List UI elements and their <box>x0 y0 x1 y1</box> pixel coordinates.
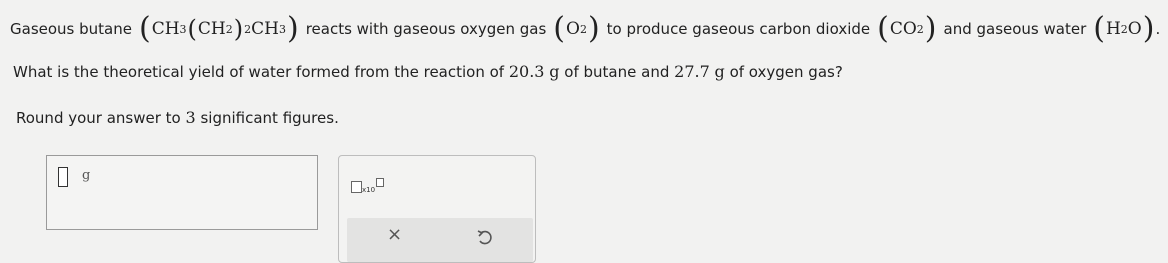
formula-butane: ( CH 3 ( CH 2 ) 2 CH 3 ) <box>138 11 299 46</box>
butane-mass-unit: g <box>549 62 560 81</box>
text-gaseous-butane: Gaseous butane <box>10 20 132 38</box>
text-reacts-with: reacts with gaseous oxygen gas <box>305 20 547 38</box>
x10-label: x10 <box>362 186 376 194</box>
oxygen-mass-unit: g <box>714 62 725 81</box>
text-and-water: and gaseous water <box>943 20 1087 38</box>
butane-mass: 20.3 <box>508 62 545 81</box>
undo-icon[interactable] <box>475 228 495 248</box>
exponent-box-icon <box>376 178 384 187</box>
formula-oxygen: ( O 2 ) <box>553 11 600 46</box>
question-line-1 <box>10 11 1161 46</box>
text-to-produce: to produce gaseous carbon dioxide <box>606 20 871 38</box>
period: . <box>1155 20 1161 38</box>
formula-co2: ( CO 2 ) <box>877 11 937 46</box>
mantissa-box-icon <box>351 181 362 193</box>
clear-icon[interactable]: × <box>387 224 403 245</box>
sig-figs: 3 <box>185 108 196 127</box>
scientific-notation-button[interactable] <box>351 178 384 194</box>
math-tool-panel <box>338 155 536 263</box>
answer-unit: g <box>82 168 91 183</box>
answer-input[interactable] <box>58 167 68 187</box>
question-line-2: What is the theoretical yield of water formed from the reaction of 20.3 g of butane and 27.7 g of oxygen gas? <box>13 62 843 81</box>
rounding-instruction: Round your answer to 3 significant figures. <box>16 108 339 127</box>
oxygen-mass: 27.7 <box>674 62 710 81</box>
action-bar <box>347 218 533 262</box>
formula-water: ( H 2 O ) <box>1093 11 1155 46</box>
answer-box[interactable] <box>46 155 318 230</box>
